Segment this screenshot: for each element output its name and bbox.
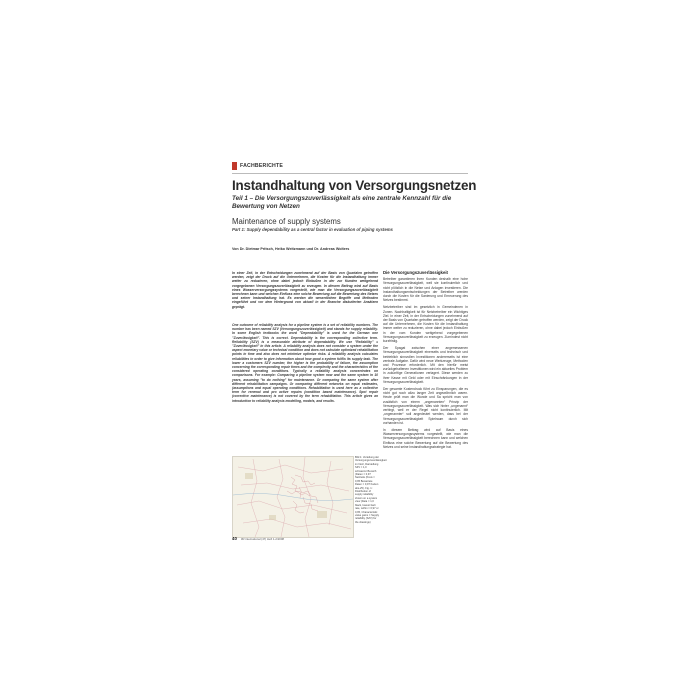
right-paragraph: Betreiber garantieren ihren Kunden deshalb eine hohe Versorgungszuverlässigkeit, weil sie kontinuierlich und nicht plötzlich in die Netze und Anlagen investieren. Die Instandhaltungsentscheidungen der Betreiber werden durch die Kosten für die Sanierung und Erneuerung des Netzes bestimmt.	[383, 277, 468, 303]
network-map-image	[233, 457, 353, 537]
figure-caption: Bild 1: Verteilung der Versorgungszuverlässigkeit im Netz, Darstellung SZV = 1,0 schwarzer Bereich (Daten = 0,97 Netzteile (Kreis = 0,95 Bewertete Daten = 0,97 Karten abs-25). Fig. 1: Distribution of supply reliability shown on a system view (Data = 1,0 black, lowest fault rate, within = 0,97 or 0,95, Characteristic value gains = Supply reliability (SZV) for the drawings)	[355, 456, 387, 524]
right-paragraph: Der Spagat zwischen einer angemessenen Versorgungszuverlässigkeit einerseits und technisch und betrieblich sinnvollen Investitionen andererseits ist eine zentrale Aufgabe. Dafür wird neue Werkzeuge, Methoden und Prozesse erforderlich. Mit den hierfür meist zurückgehaltenen Investitionen wird ein aktuelles Problem in zukünftige Generationen verlagert. Diese werden zu ihrer Kasse mit Geld oder mit Einschränkungen in der Versorgungszuverlässigkeit.	[383, 346, 468, 384]
intro-paragraph: In einer Zeit, in der Entscheidungen zunehmend auf der Basis von Quartalen getroffen werden, zeigt der Druck auf die Unternehmen, die Kosten für die Instandhaltung immer weiter zu reduzieren, ohne dabei jedoch Einbußen in der zur Kunden weitgehend vorgegebenen Versorgungszuverlässigkeit zu erzeugen. In diesem Beitrag wird auf Basis eines Wasserversorgungssystems vorgestellt, wie man die Versorgungszuverlässigkeit berechnen kann und welchen Einfluss eine solche Bewertung auf die Bewertung des Netzes und seiner Instandhaltung hat. Es werden die wesentlichen Begriffe und Methoden eingeführt und vor dem Hintergrund von aktuell in der Branche diskutierten Ansätzen geprägt.	[232, 271, 378, 309]
page-number: 40	[232, 536, 237, 541]
header-rule	[232, 173, 468, 174]
page-footer	[232, 536, 284, 541]
section-tag	[232, 162, 283, 170]
article-page	[232, 160, 477, 542]
english-abstract: One outcome of reliability analysis for a pipeline system is a set of reliability numbers. The number has been named SZV (Versorgungszuverlässigkeit) and stands for supply reliability. In some English textbooks the word "Dependability" is used for the German one "Zuverlässigkeit". This is correct. Dependability is the corresponding collective term. Reliability (SZV) is a measurable attribute of dependability. We use "Reliability" = "Zuverlässigkeit" in this article. A reliability analysis does not consider a system under the aspect monetary value or technical condition and does not calculate optimized rehabilitation points in time and also does not minimize optimize risks. A reliability analysis calculates reliabilities in order to give information about how good a system fulfils its supply task. The lower a customers SZV number, the higher is the probability of failure, the assumption concerning the corresponding repair times and the complexity and the characteristics of the considered operating conditions. Typically a reliability analysis concentrates on comparisons. For example: Comparing a pipeline system now and the same system in 10 years, assuming "to do nothing" for maintenance. Or comparing the same system after different rehabilitation campaigns. Or comparing different networks on equal estimates, (assumptions and equal operating conditions. Rehabilitation is used here as a collective term for renewal and pro active repairs (condition based maintenance). Spot repair (corrective maintenance) is not covered by the term rehabilitation. This article gives an introduction to reliability analysis modelling, models, and results.	[232, 323, 378, 403]
right-paragraph: Netzbetreiber sind im gesetzlich in Gemeindenen in Zonen. Nachhaltigkeit ist für Netzbetreiber ein Wichtiges Ziel. In einer Zeit, in der Entscheidungen zunehmend auf der Basis von Quartalen getroffen werden, zeigt der Druck auf die Unternehmen, die Kosten für die Instandhaltung immer weiter zu reduzieren, ohne dabei jedoch Einbußen in der vom Kunden weitgehend vorgegebenen Versorgungszuverlässigkeit zu erzeugen. Zumindest nicht kurzfristig.	[383, 305, 468, 344]
network-map-figure	[232, 456, 354, 538]
section-label: FACHBERICHTE	[240, 163, 284, 169]
authors: Von Dr. Dietmar Pritsch, Heiko Weitzmann und Dr. Andreas Wolters	[232, 247, 350, 251]
right-paragraph: Der gesamte Kostendruck führt zu Einsparungen, die es nicht gut noch allzu langer Zeit ungewöhnlich waren. Heute prüft man die Wunde und Sa spricht man von zusätzlich von einem „ungenannten“ Prinzip der Versorgungszuverlässigkeit. Was sich hinter „ungenannt“ verbirgt, weil er der Regel nicht kontinuierlich. Mit „ungenannter“ soll angedeutet werden, dass bei der Versorgungszuverlässigkeit Spielraum durch sich vorhanden ist.	[383, 387, 468, 425]
section-marker	[232, 162, 237, 170]
english-subtitle: Part 1: Supply dependability as a central factor in evaluation of piping systems	[232, 227, 393, 232]
magazine-reference: 3R international (47) Heft 1-2/2008	[240, 536, 284, 541]
english-title: Maintenance of supply systems	[232, 217, 341, 226]
right-column-heading: Die Versorgungszuverlässigkeit	[383, 270, 448, 275]
article-subtitle: Teil 1 – Die Versorgungszuverlässigkeit als eine zentrale Kennzahl für die Bewertung von Netzen	[232, 195, 452, 210]
article-title: Instandhaltung von Versorgungsnetzen	[232, 178, 477, 193]
right-column	[383, 271, 468, 543]
right-paragraph: In diesem Beitrag wird auf Basis eines Wasserversorgungssystems vorgestellt, wie man die Versorgungszuverlässigkeit berechnen kann und welchen Einfluss eine solche Bewertung auf die Bewertung des Netzes und seine Instandhaltungsstrategie hat.	[383, 427, 468, 449]
